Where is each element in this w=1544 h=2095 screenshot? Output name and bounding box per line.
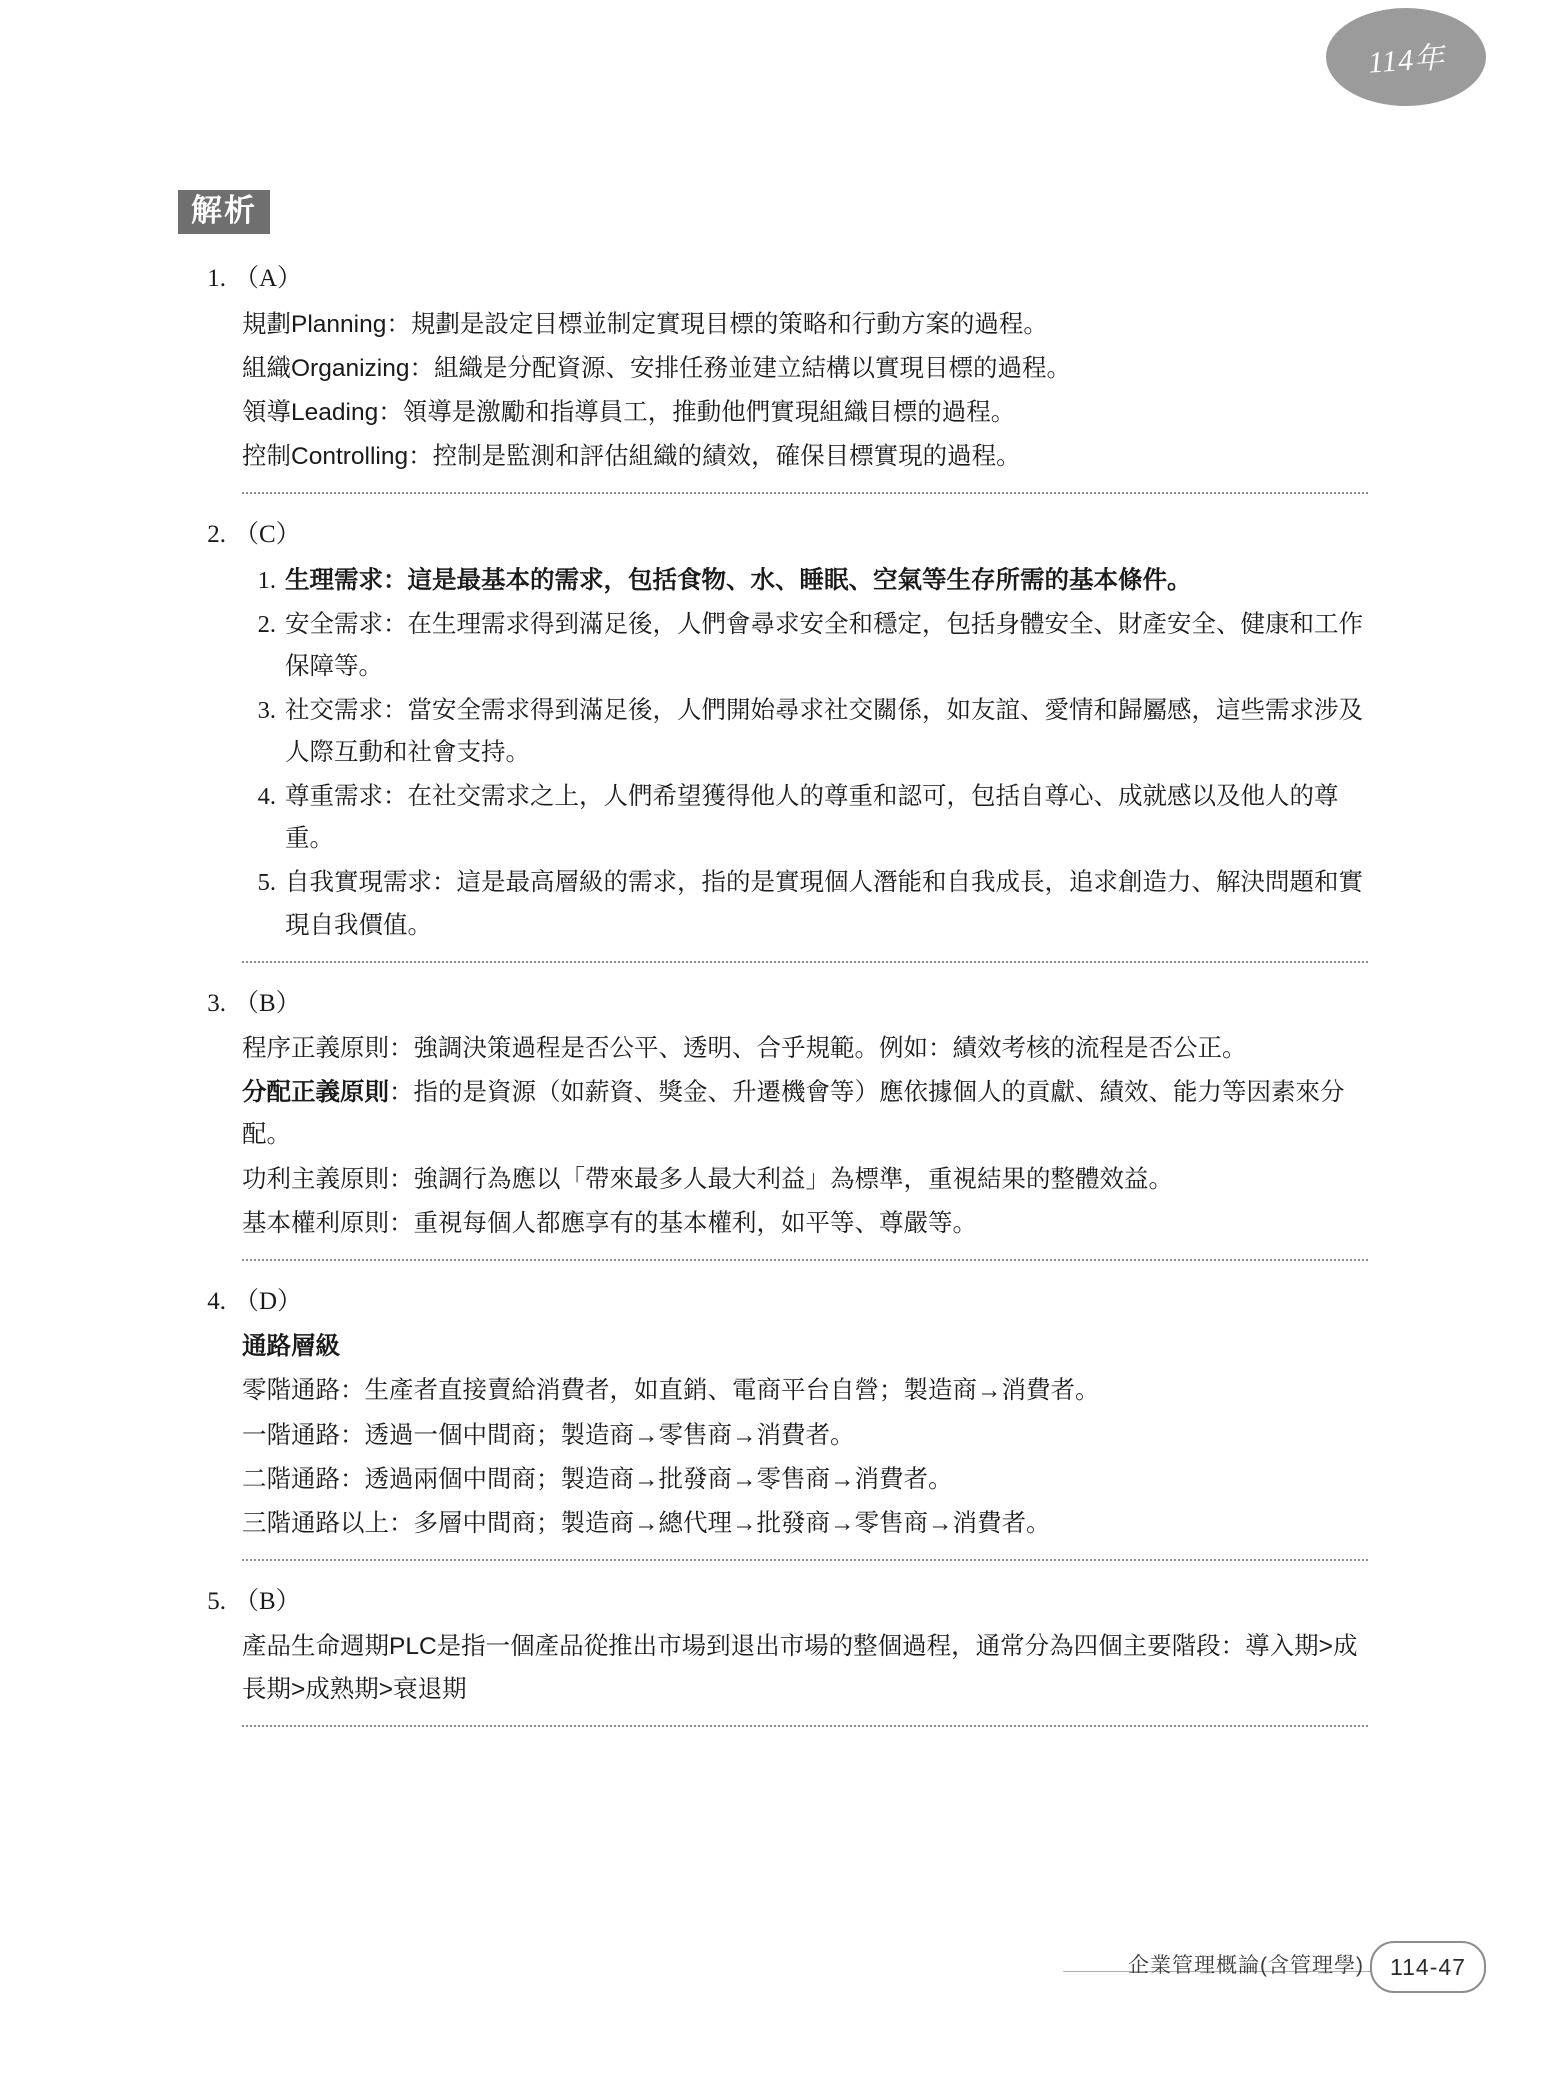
year-badge-label: 114年 [1366,41,1446,80]
answer-line: 一階通路：透過一個中間商；製造商→零售商→消費者。 [242,1421,855,1449]
answer-line: 基本權利原則：重視每個人都應享有的基本權利，如平等、尊嚴等。 [242,1209,977,1237]
answer-body [178,1326,1368,1545]
answer-line: 功利主義原則：強調行為應以「帶來最多人最大利益」為標準，重視結果的整體效益。 [242,1165,1173,1193]
answer-header [178,1283,1368,1321]
answer-line: 零階通路：生產者直接賣給消費者，如直銷、電商平台自營；製造商→消費者。 [242,1377,1100,1405]
answer-number: 3. [207,989,226,1017]
section-heading: 解析 [178,190,270,234]
answer-sublist [178,560,1368,947]
answer-line: 領導Leading：領導是激勵和指導員工，推動他們實現組織目標的過程。 [242,398,1016,426]
separator [242,1725,1368,1727]
footer-book-title: 企業管理概論(含管理學) [1128,1954,1364,1977]
answer-choice: （B） [234,1587,301,1615]
answer-body [178,1626,1368,1710]
list-item [242,604,1368,688]
answer-number: 5. [207,1587,226,1615]
answer-choice: （B） [234,989,301,1017]
answer-header [178,516,1368,554]
separator [242,1559,1368,1561]
list-item [242,776,1368,860]
answer-block-1 [178,260,1368,494]
answer-body [178,1028,1368,1245]
answer-choice: （C） [234,521,301,548]
footer-page-number: 114-47 [1370,1941,1486,1993]
list-item-number: 1. [257,566,276,594]
answer-line: 程序正義原則：強調決策過程是否公平、透明、合乎規範。例如：績效考核的流程是否公正。 [242,1035,1247,1063]
list-item-number: 5. [257,869,276,897]
answer-block-2 [178,516,1368,963]
separator [242,1259,1368,1261]
answer-line: 二階通路：透過兩個中間商；製造商→批發商→零售商→消費者。 [242,1465,953,1493]
answer-block-3 [178,985,1368,1261]
answer-number: 2. [207,521,226,548]
answer-line: 產品生命週期PLC是指一個產品從推出市場到退出市場的整個過程，通常分為四個主要階段：導入期>成長期>成熟期>衰退期 [242,1633,1358,1703]
answer-line: 三階通路以上：多層中間商；製造商→總代理→批發商→零售商→消費者。 [242,1509,1051,1537]
answer-choice: （A） [234,265,303,292]
answer-number: 1. [207,265,226,292]
answer-header [178,985,1368,1023]
answer-line: 組織Organizing：組織是分配資源、安排任務並建立結構以實現目標的過程。 [242,354,1071,382]
list-item-text: 尊重需求：在社交需求之上，人們希望獲得他人的尊重和認可，包括自尊心、成就感以及他人的尊重。 [285,783,1339,853]
list-item [242,560,1368,602]
page-content [178,190,1368,1749]
answer-header [178,1583,1368,1621]
answer-subheading: 通路層級 [242,1333,340,1361]
list-item-number: 3. [257,696,276,724]
list-item-text: 安全需求：在生理需求得到滿足後，人們會尋求安全和穩定，包括身體安全、財產安全、健康和工作保障等。 [285,610,1363,680]
answer-choice: （D） [234,1287,303,1315]
year-badge [1326,8,1486,106]
list-item-text: 自我實現需求：這是最高層級的需求，指的是實現個人潛能和自我成長，追求創造力、解決問題和實現自我價值。 [285,869,1363,939]
list-item [242,690,1368,774]
list-item-number: 4. [257,783,276,811]
answer-line-bold-lead: 分配正義原則：指的是資源（如薪資、獎金、升遷機會等）應依據個人的貢獻、績效、能力等因素來分配。 [242,1079,1345,1149]
answer-block-4 [178,1283,1368,1561]
list-item-text: 生理需求：這是最基本的需求，包括食物、水、睡眠、空氣等生存所需的基本條件。 [285,566,1192,594]
page-footer [0,1935,1544,2015]
separator [242,492,1368,494]
answer-body [178,304,1368,479]
list-item-number: 2. [257,610,276,638]
answer-line: 規劃Planning：規劃是設定目標並制定實現目標的策略和行動方案的過程。 [242,310,1048,338]
separator [242,961,1368,963]
answer-number: 4. [207,1287,226,1315]
list-item-text: 社交需求：當安全需求得到滿足後，人們開始尋求社交關係，如友誼、愛情和歸屬感，這些需求涉及人際互動和社會支持。 [285,696,1363,766]
answer-header [178,260,1368,298]
answer-line: 控制Controlling：控制是監測和評估組織的績效，確保目標實現的過程。 [242,442,1021,470]
answer-block-5 [178,1583,1368,1727]
list-item [242,862,1368,946]
